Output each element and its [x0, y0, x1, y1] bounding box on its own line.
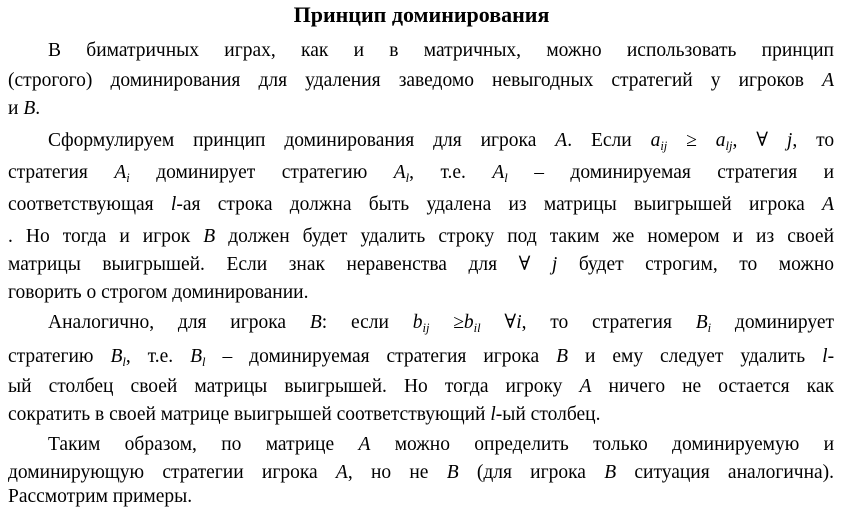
- text-span: В биматричных играх, как и в матричных, можно использовать принцип: [48, 40, 834, 61]
- text-span: Рассмотрим примеры.: [8, 486, 193, 507]
- text-span: ситуация аналогична).: [634, 462, 835, 483]
- text-span: можно определить только доминируемую и: [394, 434, 835, 455]
- paragraph-1-line-1: [8, 37, 834, 64]
- paragraph-2-line-2: [8, 159, 834, 186]
- text-span: -ый столбец.: [495, 404, 601, 425]
- math-B-i: $B_i$: [695, 312, 712, 335]
- math-l: l: [822, 346, 828, 367]
- paragraph-3-line-1: [8, 309, 834, 336]
- paragraph-4-line-3: [8, 483, 834, 510]
- math-A-l: $A_l$: [492, 162, 508, 185]
- math-A: A: [358, 434, 371, 455]
- paragraph-2-line-4: [8, 223, 834, 250]
- math-B: B: [203, 226, 216, 247]
- text-span: – доминируемая стратегия игрока: [222, 346, 540, 367]
- text-span: ничего не остается как: [608, 376, 834, 397]
- formula-forall-j: ∀ j: [756, 130, 793, 151]
- paragraph-3-line-2: [8, 343, 834, 370]
- paragraph-2-line-5: [8, 251, 834, 278]
- text-span: должен будет удалить строку под таким же номером и из своей: [228, 226, 835, 247]
- text-span: Сформулируем принцип доминирования для игрока: [48, 130, 537, 151]
- text-span: говорить о строгом доминировании.: [8, 282, 309, 303]
- math-B: B: [446, 462, 459, 483]
- text-span: : если: [321, 312, 389, 333]
- text-span: . Но тогда и игрок: [8, 226, 191, 247]
- formula-forall-j: ∀ j: [518, 254, 558, 275]
- text-span: – доминируемая стратегия и: [534, 162, 835, 183]
- math-A-l: $A_l$: [393, 162, 410, 185]
- text-span: доминирует стратегию: [156, 162, 368, 183]
- formula-a-ij-geq-a-lj: $a_{ij} \ge a_{lj}$: [650, 130, 733, 153]
- math-B-l: $B_l$: [110, 346, 126, 369]
- text-span: матрицы выигрышей. Если знак неравенства для: [8, 254, 498, 275]
- text-span: , то: [792, 130, 835, 151]
- text-span: стратегию: [8, 346, 94, 367]
- math-A: A: [335, 462, 348, 483]
- text-span: стратегия: [8, 162, 88, 183]
- math-l: l: [170, 194, 177, 215]
- text-span: ,: [732, 130, 738, 151]
- text-span: -: [827, 346, 835, 367]
- page-title: Принцип доминирования: [293, 2, 550, 27]
- text-span: -ая строка должна быть удалена из матрицы выигрышей игрока: [176, 194, 805, 215]
- text-span: и: [8, 98, 19, 119]
- math-B-l: $B_l$: [190, 346, 206, 369]
- text-span: , т.е.: [125, 346, 174, 367]
- text-span: будет строгим, то можно: [578, 254, 835, 275]
- text-span: и ему следует удалить: [584, 346, 806, 367]
- text-span: , но не: [347, 462, 429, 483]
- paragraph-1-line-3: [8, 95, 834, 122]
- math-B: B: [309, 312, 322, 333]
- paragraph-3-line-3: [8, 373, 834, 400]
- formula-b-ij-geq-b-il-forall-i: $b_{ij} \ge b_{il}$ ∀i: [412, 312, 522, 335]
- math-A: A: [555, 130, 568, 151]
- math-A: A: [579, 376, 592, 397]
- paragraph-1-line-2: [8, 67, 834, 94]
- text-span: соответствующая: [8, 194, 154, 215]
- text-span: доминирующую стратегии игрока: [8, 462, 318, 483]
- text-span: . Если: [567, 130, 632, 151]
- paragraph-2-line-3: [8, 191, 834, 218]
- text-span: доминирует: [734, 312, 835, 333]
- paragraph-3-line-4: [8, 401, 834, 428]
- math-A: A: [822, 70, 834, 91]
- paragraph-2-line-6: [8, 279, 834, 306]
- math-A: A: [822, 194, 835, 215]
- text-span: (для игрока: [476, 462, 586, 483]
- text-span: .: [35, 98, 41, 119]
- math-l: l: [490, 404, 496, 425]
- math-B: B: [23, 98, 36, 119]
- text-span: (строгого) доминирования для удаления заведомо невыгодных стратегий у игроков: [8, 70, 804, 91]
- text-span: ый столбец своей матрицы выигрышей. Но тогда игроку: [8, 376, 563, 397]
- math-B: B: [604, 462, 617, 483]
- text-span: Таким образом, по матрице: [48, 434, 335, 455]
- text-span: , т.е.: [409, 162, 466, 183]
- text-span: Аналогично, для игрока: [48, 312, 287, 333]
- math-B: B: [556, 346, 568, 367]
- math-A-i: $A_i$: [114, 162, 130, 185]
- paragraph-2-line-1: [8, 127, 834, 154]
- paragraph-4-line-2: [8, 459, 834, 486]
- text-span: , то стратегия: [521, 312, 672, 333]
- paragraph-4-line-1: [8, 431, 834, 458]
- text-span: сократить в своей матрице выигрышей соответствующий: [8, 404, 486, 425]
